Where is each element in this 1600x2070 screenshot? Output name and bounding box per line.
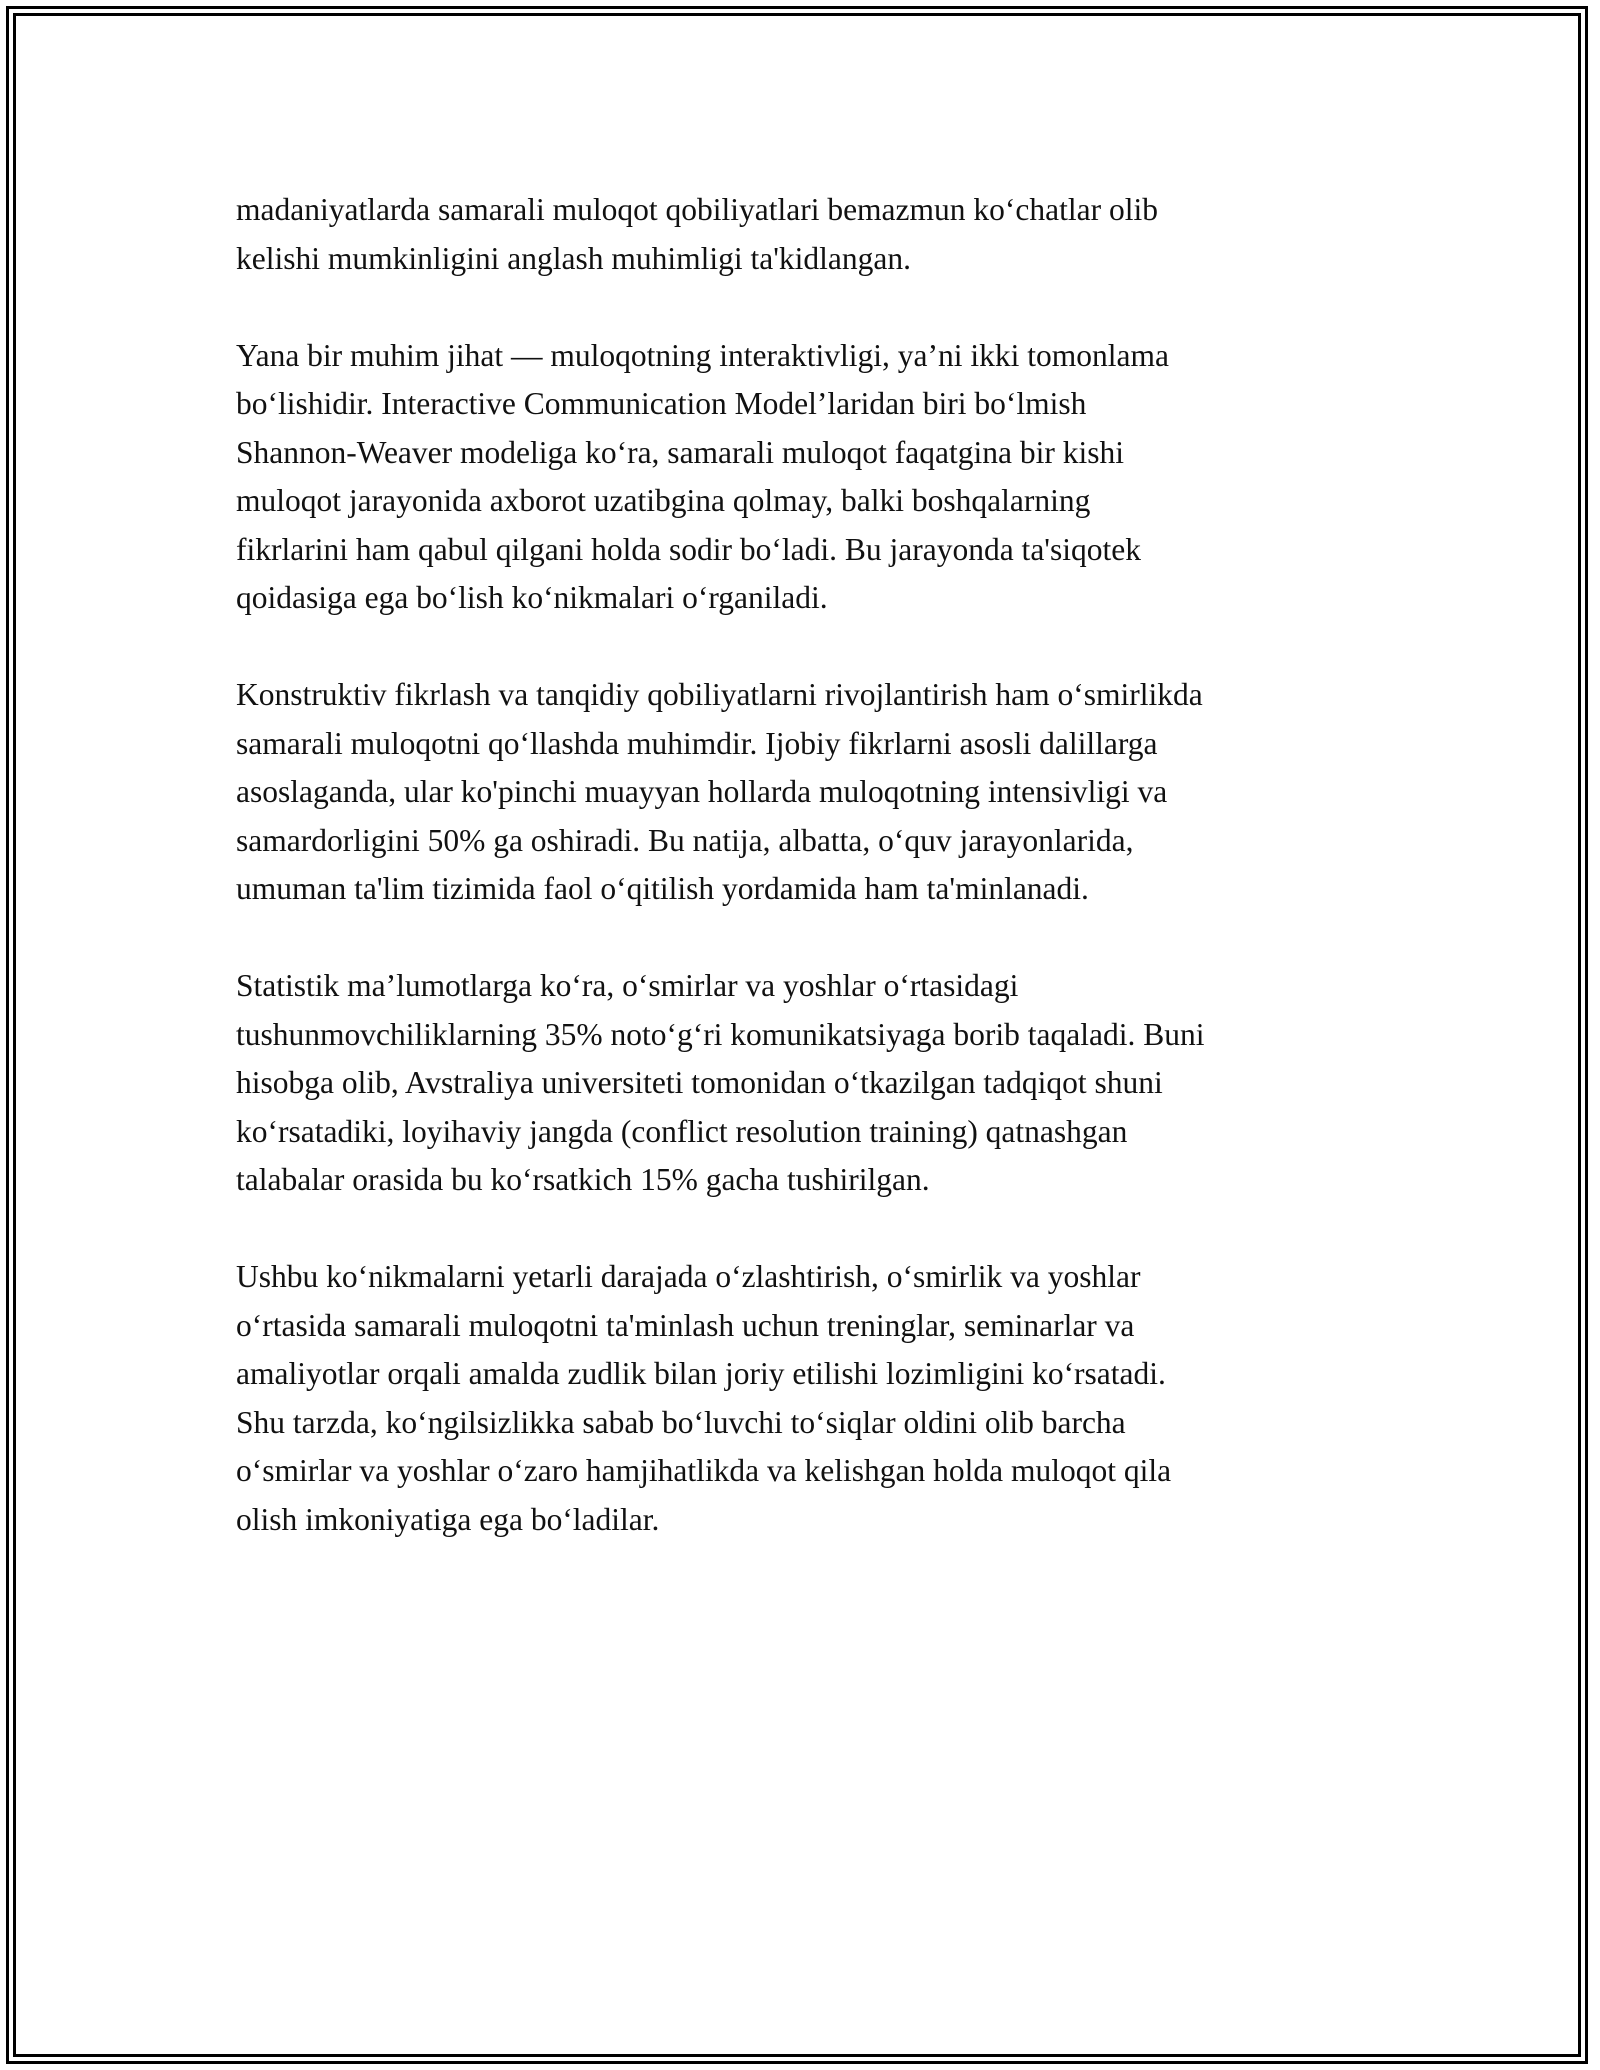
text-line: kelishi mumkinligini anglash muhimligi ta'kidlangan. — [236, 240, 911, 276]
text-line: amaliyotlar orqali amalda zudlik bilan joriy etilishi lozimligini ko‘rsatadi. — [236, 1356, 1166, 1391]
text-line: Shannon-Weaver modeliga ko‘ra, samarali muloqot faqatgina bir kishi — [236, 434, 1124, 470]
paragraph-2 — [236, 332, 1376, 623]
text-line: muloqot jarayonida axborot uzatibgina qolmay, balki boshqalarning — [236, 483, 1091, 518]
text-line: madaniyatlarda samarali muloqot qobiliyatlari bemazmun ko‘chatlar olib — [236, 192, 1158, 227]
text-line: Statistik ma’lumotlarga ko‘ra, o‘smirlar va yoshlar o‘rtasidagi — [236, 968, 1019, 1003]
text-line: Shu tarzda, ko‘ngilsizlikka sabab bo‘luvchi to‘siqlar oldini olib barcha — [236, 1404, 1126, 1440]
paragraph-5 — [236, 1253, 1376, 1544]
document-body — [236, 186, 1376, 1593]
text-line: asoslaganda, ular ko'pinchi muayyan hollarda muloqotning intensivligi va — [236, 774, 1168, 809]
text-line: hisobga olib, Avstraliya universiteti tomonidan o‘tkazilgan tadqiqot shuni — [236, 1065, 1163, 1100]
text-line: tushunmovchiliklarning 35% noto‘g‘ri komunikatsiyaga borib taqaladi. Buni — [236, 1016, 1205, 1052]
text-line: Yana bir muhim jihat — muloqotning interaktivligi, ya’ni ikki tomonlama — [236, 337, 1169, 373]
text-line: o‘smirlar va yoshlar o‘zaro hamjihatlikda va kelishgan holda muloqot qila — [236, 1453, 1172, 1488]
text-line: qoidasiga ega bo‘lish ko‘nikmalari o‘rganiladi. — [236, 580, 828, 615]
paragraph-3 — [236, 671, 1376, 914]
text-line: Konstruktiv fikrlash va tanqidiy qobiliyatlarni rivojlantirish ham o‘smirlikda — [236, 677, 1203, 712]
paragraph-4 — [236, 962, 1376, 1205]
paragraph-1 — [236, 186, 1376, 283]
text-line: umuman ta'lim tizimida faol o‘qitilish yordamida ham ta'minlanadi. — [236, 871, 1089, 906]
text-line: bo‘lishidir. Interactive Communication Model’laridan biri bo‘lmish — [236, 386, 1087, 421]
text-line: fikrlarini ham qabul qilgani holda sodir bo‘ladi. Bu jarayonda ta'siqotek — [236, 531, 1141, 567]
text-line: o‘rtasida samarali muloqotni ta'minlash uchun treninglar, seminarlar va — [236, 1307, 1135, 1343]
text-line: Ushbu ko‘nikmalarni yetarli darajada o‘zlashtirish, o‘smirlik va yoshlar — [236, 1259, 1141, 1294]
text-line: olish imkoniyatiga ega bo‘ladilar. — [236, 1501, 660, 1537]
text-line: samarali muloqotni qo‘llashda muhimdir. Ijobiy fikrlarni asosli dalillarga — [236, 725, 1158, 761]
text-line: ko‘rsatadiki, loyihaviy jangda (conflict resolution training) qatnashgan — [236, 1113, 1128, 1149]
text-line: talabalar orasida bu ko‘rsatkich 15% gacha tushirilgan. — [236, 1162, 930, 1197]
text-line: samardorligini 50% ga oshiradi. Bu natija, albatta, o‘quv jarayonlarida, — [236, 822, 1134, 858]
